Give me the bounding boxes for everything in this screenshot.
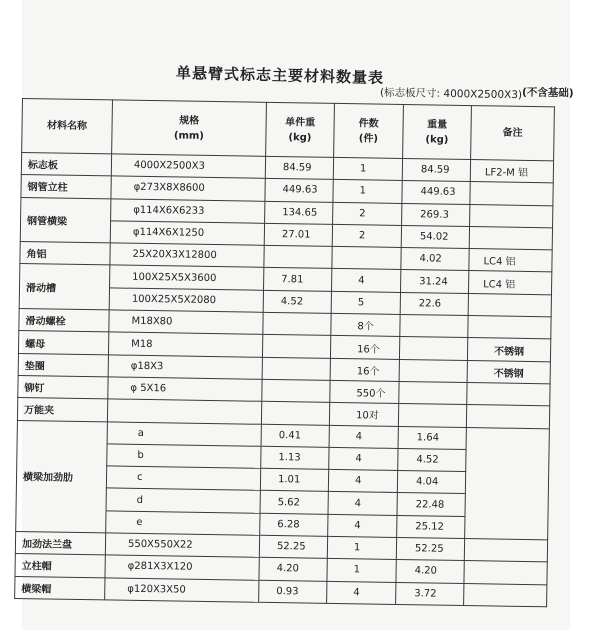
cell-weight: 1.64 [398,426,466,449]
cell-weight [398,404,466,427]
cell-spec: φ273X8X8600 [111,176,265,201]
cell-count: 10对 [329,403,398,426]
cell-remark [469,226,552,250]
cell-remark [464,539,547,563]
cell-unit-weight: 0.41 [261,424,329,447]
cell-name: 垫圈 [18,353,108,377]
cell-unit-weight: 5.62 [260,491,328,514]
cell-count: 1 [333,157,402,180]
cell-spec: 4000X2500X3 [111,154,265,179]
cell-count: 4 [329,447,398,470]
cell-count: 550个 [330,380,399,403]
materials-table-wrapper [14,98,555,607]
cell-spec: φ281X3X120 [105,555,259,580]
cell-spec: 550X550X22 [105,533,259,558]
cell-weight [399,381,467,404]
cell-unit-weight: 6.28 [260,513,328,536]
cell-count: 16个 [330,336,399,359]
cell-weight: 269.3 [402,203,470,226]
cell-spec: d [106,488,260,513]
cell-spec: 100X25X5X3600 [110,265,264,290]
cell-unit-weight: 1.13 [261,446,329,469]
cell-weight: 4.02 [401,248,469,271]
document-title: 单悬臂式标志主要材料数量表 [175,63,385,88]
cell-name: 立柱帽 [15,554,105,578]
cell-count: 4 [329,425,398,448]
cell-remark [470,182,553,206]
cell-unit-weight [262,357,330,380]
cell-count: 4 [328,514,397,537]
cell-spec: 25X20X3X12800 [110,243,264,268]
cell-spec [107,399,261,424]
cell-count: 1 [333,180,402,203]
cell-spec: e [106,511,260,536]
cell-count: 2 [332,224,401,247]
cell-name: 螺母 [18,331,108,355]
materials-table [14,98,555,607]
cell-weight: 22.48 [397,493,465,516]
cell-unit-weight [262,379,330,402]
cell-remark: 不锈钢 [467,360,550,384]
cell-name: 钢管立柱 [21,175,111,199]
cell-name: 铆钉 [18,375,108,399]
cell-spec: b [107,444,261,469]
cell-unit-weight [262,335,330,358]
cell-weight: 52.25 [396,537,464,560]
cell-count: 5 [331,291,400,314]
cell-weight [399,337,467,360]
cell-remark [465,427,550,540]
header-name: 材料名称 [22,99,113,154]
cell-unit-weight [261,402,329,425]
cell-unit-weight: 27.01 [264,223,332,246]
cell-name: 滑动槽 [19,264,110,310]
cell-count: 8个 [331,313,400,336]
cell-count: 2 [333,202,402,225]
cell-count: 4 [332,269,401,292]
cell-name: 横梁加劲肋 [16,420,108,533]
cell-remark [466,405,549,429]
cell-unit-weight: 4.20 [259,558,327,581]
cell-spec: M18X80 [109,310,263,335]
cell-weight: 25.12 [397,515,465,538]
cell-name: 钢管横梁 [20,197,111,243]
header-unit-weight: 单件重 (kg) [266,102,335,157]
cell-count: 4 [328,470,397,493]
cell-unit-weight: 4.52 [263,290,331,313]
cell-weight: 4.20 [396,560,464,583]
cell-remark: LC4 铝 [469,249,552,273]
header-count: 件数 (件) [334,103,404,158]
cell-weight: 84.59 [402,158,470,181]
cell-spec: φ18X3 [108,355,262,380]
cell-weight [399,359,467,382]
cell-remark: 不锈钢 [467,338,550,362]
cell-remark [464,583,547,607]
cell-count: 1 [327,559,396,582]
header-remark: 备注 [471,106,555,161]
cell-remark [470,204,553,228]
header-spec: 规格 (mm) [112,100,267,156]
cell-weight: 3.72 [396,582,464,605]
cell-spec: φ 5X16 [108,377,262,402]
cell-unit-weight [263,312,331,335]
cell-count: 16个 [330,358,399,381]
cell-unit-weight: 0.93 [259,580,327,603]
cell-weight: 4.04 [397,471,465,494]
cell-unit-weight: 1.01 [260,468,328,491]
cell-remark [468,316,551,340]
cell-spec: M18 [108,332,262,357]
cell-unit-weight: 449.63 [265,179,333,202]
cell-weight: 22.6 [400,292,468,315]
cell-count [332,247,401,270]
cell-count: 4 [327,581,396,604]
cell-weight: 449.63 [402,181,470,204]
cell-spec: φ120X3X50 [105,578,259,603]
cell-unit-weight: 84.59 [265,156,333,179]
cell-count: 1 [327,536,396,559]
cell-remark [468,293,551,317]
no-foundation-note: (不含基础) [521,86,574,100]
cell-spec: φ114X6X6233 [111,199,265,224]
table-header-row [22,99,555,161]
cell-name: 横梁帽 [15,576,105,600]
cell-unit-weight: 7.81 [264,268,332,291]
cell-remark: LF2-M 铝 [470,160,553,184]
cell-weight: 54.02 [401,225,469,248]
cell-spec: c [106,466,260,491]
cell-unit-weight: 52.25 [259,535,327,558]
cell-spec: a [107,421,261,446]
board-size-note: (标志板尺寸: 4000X2500X3) [379,86,523,102]
cell-weight: 4.52 [398,448,466,471]
cell-name: 标志板 [21,153,111,177]
cell-name: 万能夹 [17,398,107,422]
cell-remark [467,382,550,406]
cell-name: 滑动螺栓 [19,309,109,333]
cell-unit-weight [264,246,332,269]
cell-spec: φ114X6X1250 [110,221,264,246]
cell-name: 角铝 [20,242,110,266]
cell-remark: LC4 铝 [468,271,551,295]
cell-name: 加劲法兰盘 [15,532,105,556]
cell-unit-weight: 134.65 [265,201,333,224]
cell-remark [464,561,547,585]
cell-weight [400,315,468,338]
cell-count: 4 [328,492,397,515]
header-weight: 重量 (kg) [403,104,472,159]
cell-weight: 31.24 [400,270,468,293]
cell-spec: 100X25X5X2080 [109,288,263,313]
